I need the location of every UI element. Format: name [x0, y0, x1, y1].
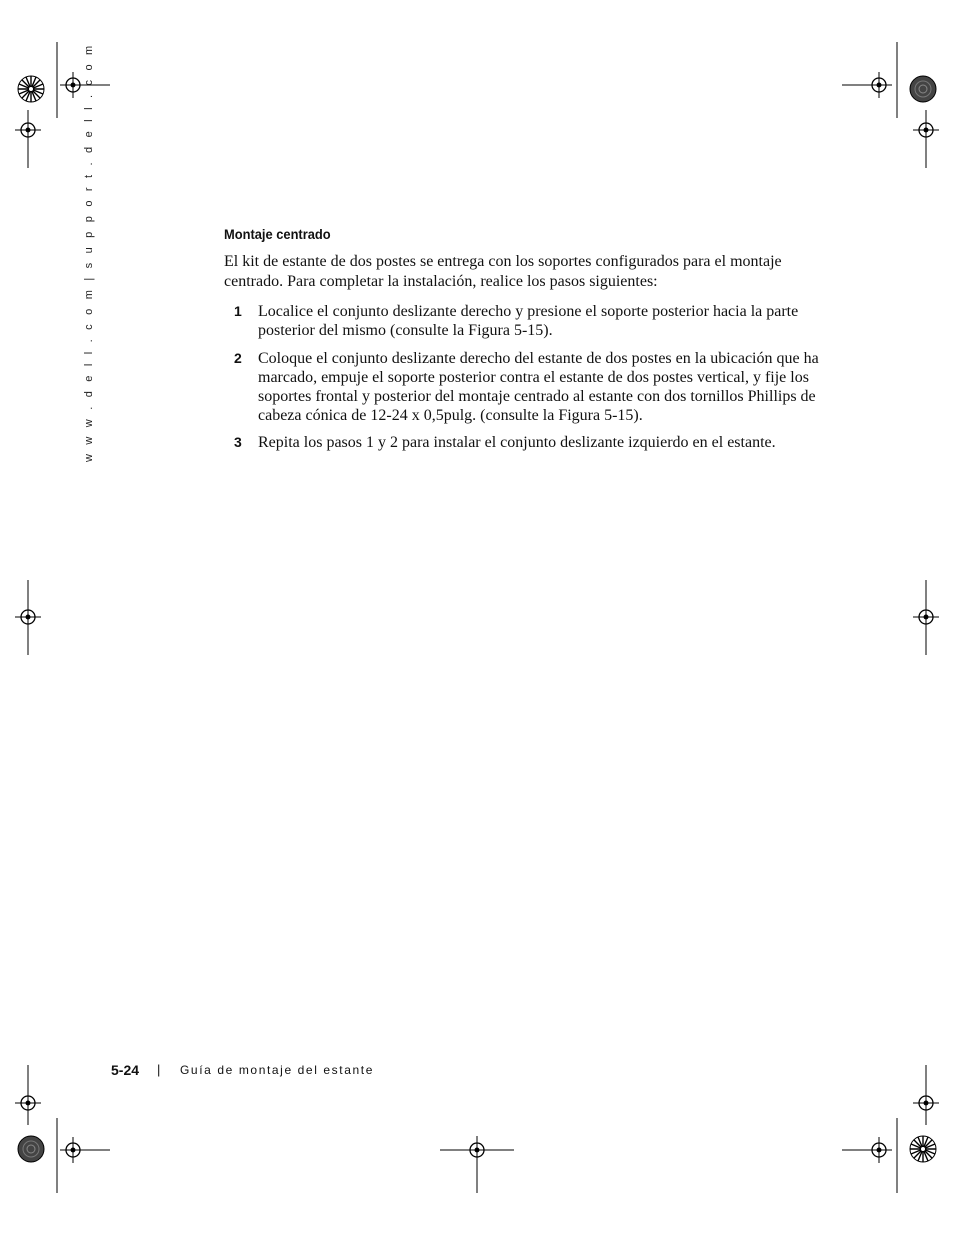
star-target-mark [18, 76, 44, 102]
star-target-mark [910, 1136, 936, 1162]
list-item [224, 433, 824, 452]
step-number: 1 [234, 303, 242, 319]
list-item [224, 349, 824, 425]
steps-list [224, 302, 824, 452]
step-number: 3 [234, 434, 242, 450]
dark-target-mark [910, 76, 936, 102]
section-heading: Montaje centrado [224, 226, 331, 242]
step-number: 2 [234, 350, 242, 366]
step-text: Repita los pasos 1 y 2 para instalar el conjunto deslizante izquierdo en el estante. [258, 434, 776, 451]
dark-target-mark [18, 1136, 44, 1162]
step-text: Coloque el conjunto deslizante derecho del estante de dos postes en la ubicación que ha marcado, empuje el soporte posterior contra el estante de dos postes vertical, y fije los soportes frontal y posterior del montaje centrado al estante con dos tornillos Phillips de cabeza cónica de 12-24 x 0,5pulg. (consulte la Figura 5-15). [258, 350, 819, 424]
intro-paragraph: El kit de estante de dos postes se entrega con los soportes configurados para el montaje centrado. Para completar la instalación, realice los pasos siguientes: [224, 253, 782, 290]
list-item [224, 302, 824, 340]
footer-title: Guía de montaje del estante [180, 1063, 374, 1077]
step-text: Localice el conjunto deslizante derecho y presione el soporte posterior hacia la parte posterior del mismo (consulte la Figura 5-15). [258, 303, 799, 339]
page-number: 5-24 [111, 1062, 140, 1078]
sidebar-website-text: w w w . d e l l . c o m | s u p p o r t . d e l l . c o m [83, 42, 95, 462]
footer-separator: | [157, 1062, 161, 1077]
